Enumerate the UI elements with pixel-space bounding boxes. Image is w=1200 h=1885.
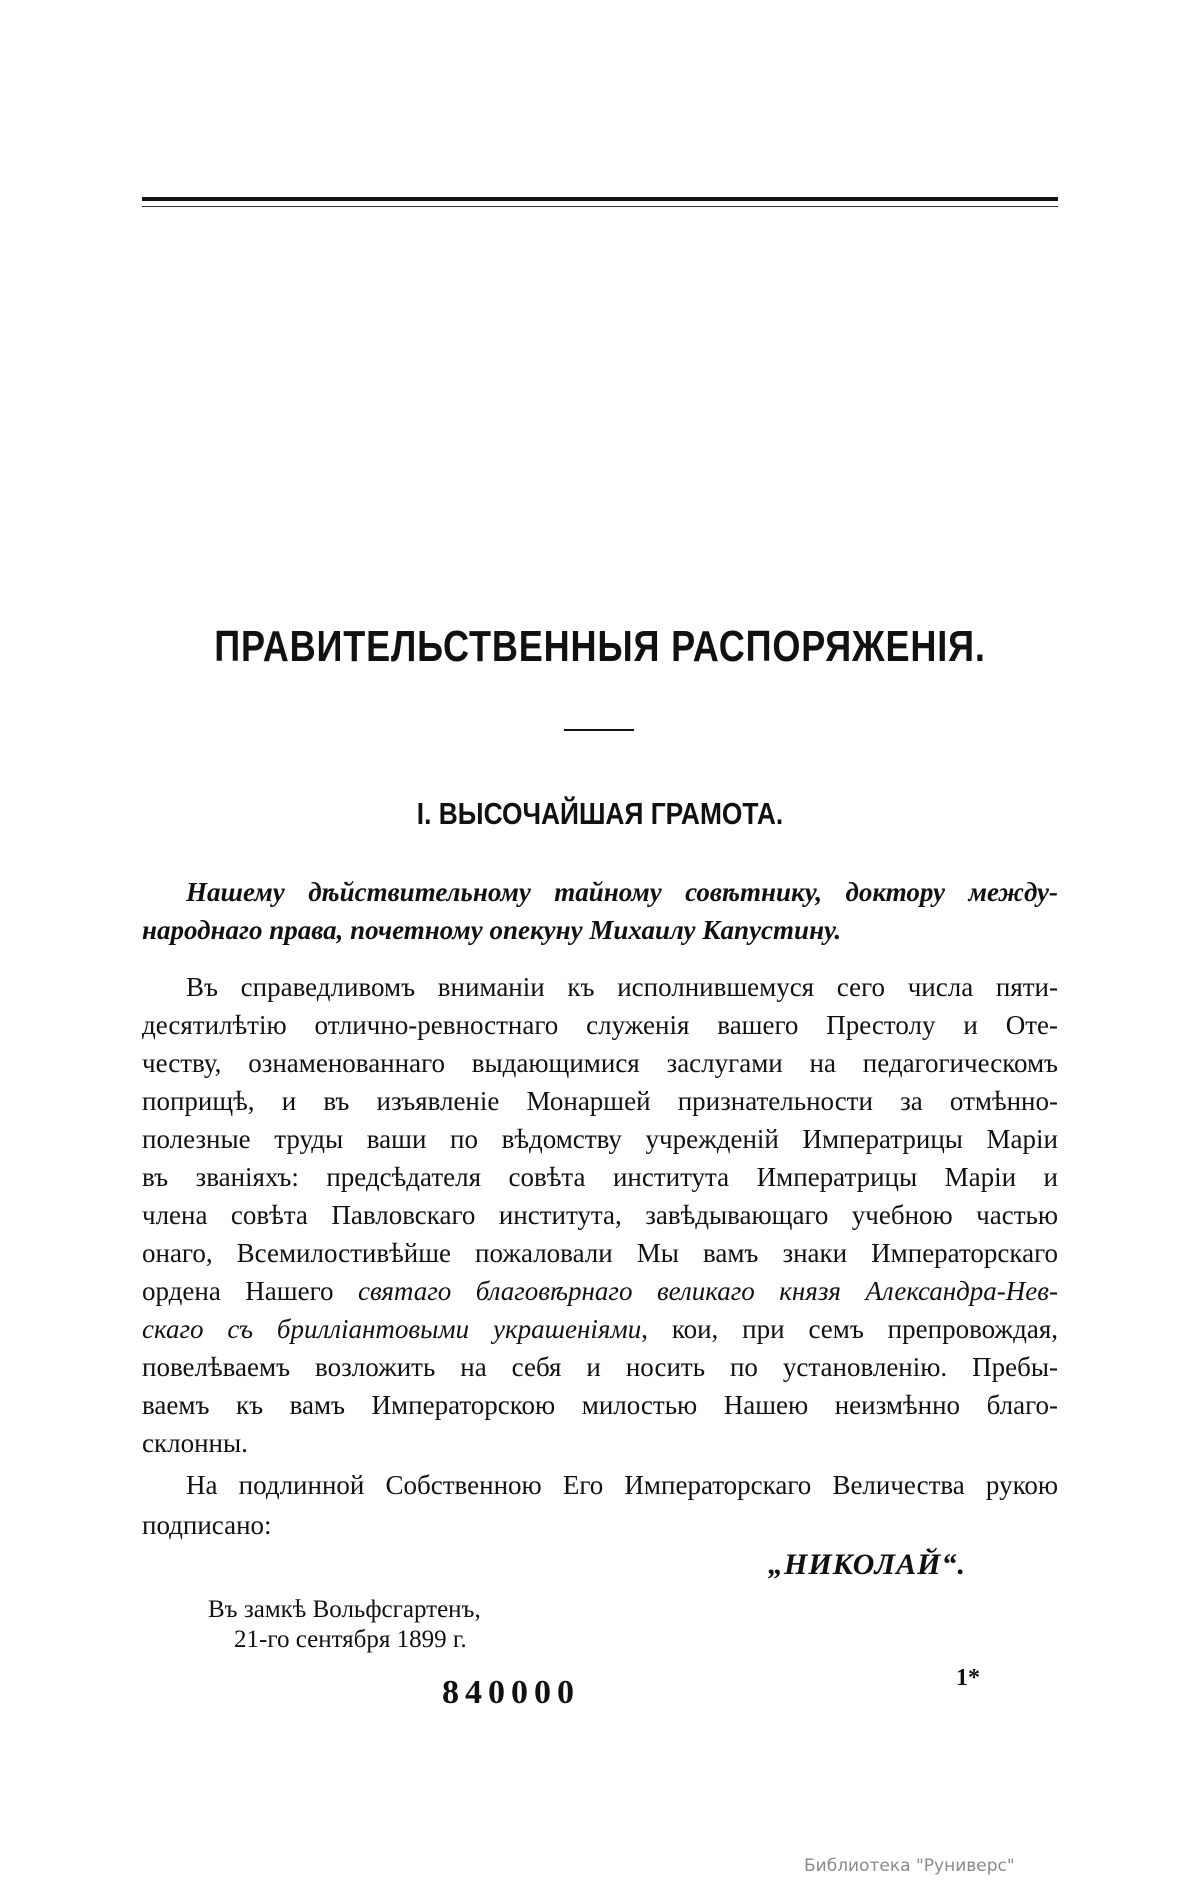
text-span: Въ справедливомъ вниманіи къ исполнившемуся сего числа пяти- (186, 972, 1058, 1002)
address-line: народнаго права, почетному опекуну Михаилу Капустину. (142, 915, 842, 945)
paragraph-line (142, 1122, 1058, 1156)
signature: „НИКОЛАЙ“. (768, 1548, 966, 1581)
text-span: , кои, при семъ препровождая, (641, 1314, 1059, 1344)
paragraph-line (142, 1312, 1058, 1346)
printer-signature-mark: 840000 (442, 1674, 580, 1711)
paragraph-line (142, 1350, 1058, 1384)
paragraph-line (142, 1198, 1058, 1232)
page-number: 1* (956, 1665, 980, 1691)
text-span: полезные труды ваши по вѣдомству учрежденій Императрицы Маріи (142, 1124, 1058, 1154)
library-watermark: Библиотека "Руниверс" (804, 1856, 1015, 1876)
date-line: 21-го сентября 1899 г. (234, 1626, 467, 1653)
section-heading: I. ВЫСОЧАЙШАЯ ГРАМОТА. (416, 796, 784, 831)
italic-text-span: святаго благовѣрнаго великаго князя Александра-Нев- (357, 1276, 1058, 1306)
header-rule-thick (142, 197, 1058, 201)
signed-line: На подлинной Собственною Его Императорскаго Величества рукою (186, 1470, 1058, 1500)
text-span: ордена Нашего (142, 1276, 358, 1306)
paragraph-line (142, 1274, 1058, 1308)
paragraph-line (142, 1236, 1058, 1270)
paragraph-line (142, 1388, 1058, 1422)
paragraph-line (142, 1160, 1058, 1194)
italic-text-span: скаго съ брилліантовыми украшеніями (142, 1314, 642, 1344)
paragraph-line (142, 1084, 1058, 1118)
paragraph-line (142, 1008, 1058, 1042)
text-span: онаго, Всемилостивѣйше пожаловали Мы вамъ знаки Императорскаго (142, 1238, 1058, 1268)
paragraph-line (142, 1426, 1058, 1460)
signed-line: подписано: (142, 1510, 272, 1540)
page-title: ПРАВИТЕЛЬСТВЕННЫЯ РАСПОРЯЖЕНІЯ. (214, 622, 986, 671)
text-span: ваемъ къ вамъ Императорскою милостью Нашею неизмѣнно благо- (142, 1390, 1058, 1420)
header-rule-thin (142, 206, 1058, 207)
title-divider (564, 729, 634, 731)
text-span: десятилѣтію отлично-ревностнаго служенія вашего Престолу и Оте- (142, 1010, 1058, 1040)
text-span: члена совѣта Павловскаго института, завѣдывающаго учебною частью (142, 1200, 1058, 1230)
paragraph-line (142, 1046, 1058, 1080)
text-span: повелѣваемъ возложить на себя и носить по установленію. Пребы- (142, 1352, 1058, 1382)
address-line: Нашему дѣйствительному тайному совѣтнику, доктору между- (186, 877, 1058, 907)
text-span: поприщѣ, и въ изъявленіе Монаршей признательности за отмѣнно- (142, 1086, 1058, 1116)
place-line: Въ замкѣ Вольфсгартенъ, (208, 1596, 481, 1623)
text-span: склонны. (142, 1428, 248, 1458)
text-span: въ званіяхъ: предсѣдателя совѣта института Императрицы Маріи и (142, 1162, 1058, 1192)
text-span: честву, ознаменованнаго выдающимися заслугами на педагогическомъ (142, 1048, 1058, 1078)
paragraph-line (186, 970, 1058, 1004)
